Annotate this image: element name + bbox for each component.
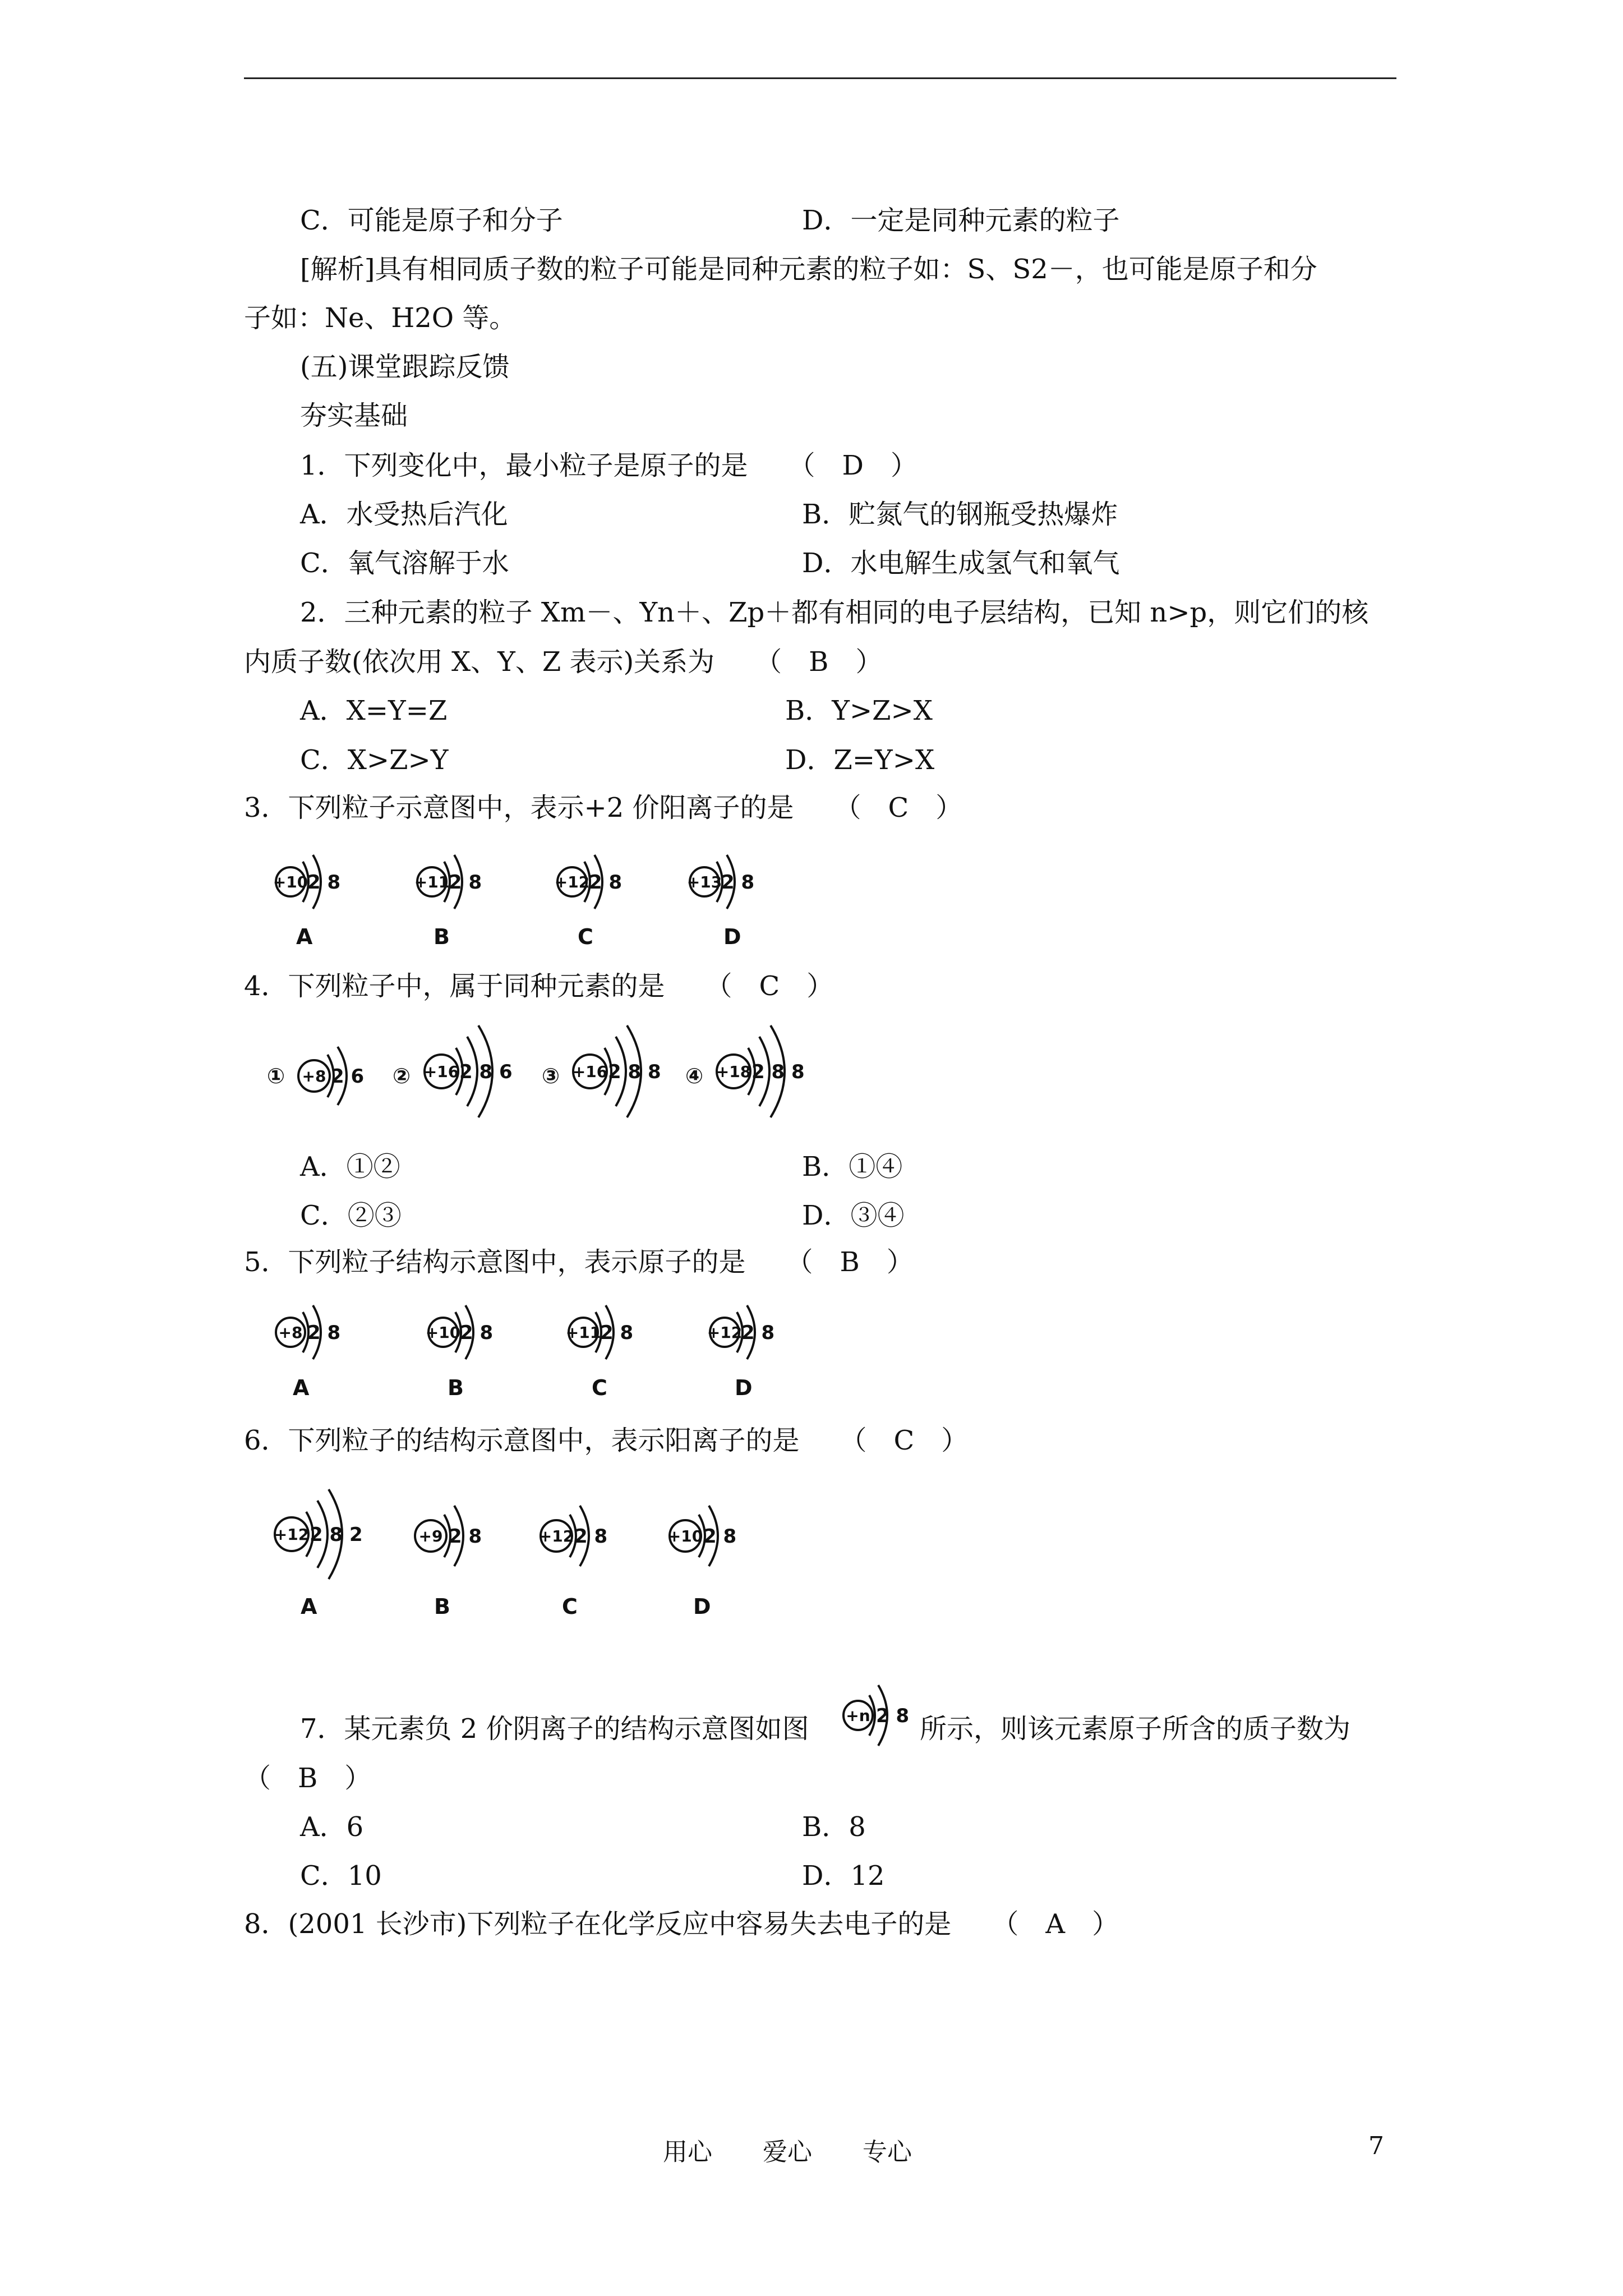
q4-option-a: A．①② [300, 1151, 400, 1182]
q4-option-c: C．②③ [300, 1200, 402, 1231]
q3-c-shells: 2 8 [589, 871, 623, 894]
q6-diagram-a [269, 1481, 393, 1588]
q5-stem: 5．下列粒子结构示意图中，表示原子的是 （ B ） [244, 1246, 914, 1278]
q4-2-nucleus: +16 [423, 1062, 459, 1081]
q3-stem: 3．下列粒子示意图中，表示+2 价阳离子的是 （ C ） [244, 792, 963, 823]
q5-b-shells: 2 8 [460, 1322, 494, 1344]
prev-option-c: C．可能是原子和分子 [300, 205, 563, 236]
q4-diagram-1 [292, 1037, 404, 1115]
q6-diagram-b [413, 1497, 508, 1575]
subsection-title: 夯实基础 [300, 400, 408, 431]
q4-1-nucleus: +8 [302, 1067, 326, 1085]
analysis-line-2: 子如：Ne、H2O 等。 [244, 302, 517, 334]
q4-4-nucleus: +18 [716, 1062, 751, 1081]
q1-option-a: A．水受热后汽化 [300, 499, 508, 530]
q7-shells: 2 8 [876, 1705, 910, 1727]
q5-label-a: A [293, 1375, 310, 1400]
q5-diagram-c [566, 1299, 656, 1366]
footer-motto-3: 专心 [863, 2138, 912, 2166]
q2-option-d: D．Z=Y>X [785, 744, 935, 776]
prev-option-d: D．一定是同种元素的粒子 [802, 205, 1120, 236]
q3-label-b: B [434, 924, 450, 949]
q5-d-nucleus: +12 [707, 1323, 743, 1342]
q4-prefix-1: ① [267, 1064, 285, 1088]
q3-d-nucleus: +13 [686, 873, 722, 891]
q1-option-d: D．水电解生成氢气和氧气 [802, 547, 1120, 579]
q6-diagram-c [538, 1497, 634, 1575]
q2-option-a: A．X=Y=Z [300, 695, 448, 726]
q4-2-shells: 2 8 6 [459, 1061, 513, 1083]
q3-label-a: A [296, 924, 313, 949]
analysis-line-1: [解析]具有相同质子数的粒子可能是同种元素的粒子如：S、S2－，也可能是原子和分 [300, 254, 1317, 285]
q3-diagram-d [688, 848, 777, 915]
q5-b-nucleus: +10 [425, 1323, 461, 1342]
q7-stem-after: 所示，则该元素原子所含的质子数为 [920, 1713, 1351, 1745]
q5-c-nucleus: +11 [565, 1323, 601, 1342]
q4-prefix-3: ③ [542, 1064, 560, 1088]
q5-label-d: D [735, 1375, 753, 1400]
q7-answer: （ B ） [244, 1763, 372, 1794]
q3-diagram-c [555, 848, 645, 915]
q3-b-shells: 2 8 [449, 871, 482, 894]
q5-c-shells: 2 8 [600, 1322, 634, 1344]
q6-stem: 6．下列粒子的结构示意图中，表示阳离子的是 （ C ） [244, 1425, 969, 1456]
q4-3-shells: 2 8 8 [608, 1061, 661, 1083]
q4-option-d: D．③④ [802, 1200, 905, 1231]
q6-b-shells: 2 8 [449, 1525, 482, 1548]
q2-stem-line-1: 2．三种元素的粒子 Xm－、Yn＋、Zp＋都有相同的电子层结构，已知 n>p，则它们的核 [300, 597, 1369, 628]
q5-label-b: B [448, 1375, 464, 1400]
q3-diagram-a [274, 848, 363, 915]
footer-motto-1: 用心 [663, 2138, 712, 2166]
q1-option-b: B．贮氮气的钢瓶受热爆炸 [802, 499, 1118, 530]
q6-d-nucleus: +10 [667, 1527, 703, 1545]
q4-3-nucleus: +16 [572, 1062, 608, 1081]
q3-label-c: C [578, 924, 593, 949]
q3-a-nucleus: +10 [273, 873, 308, 891]
q3-a-shells: 2 8 [307, 871, 341, 894]
q7-option-d: D．12 [802, 1860, 885, 1892]
q6-label-c: C [562, 1594, 578, 1619]
q1-stem: 1．下列变化中，最小粒子是原子的是 （ D ） [300, 450, 918, 481]
q4-diagram-2 [418, 1015, 552, 1128]
q7-stem-before: 7．某元素负 2 价阴离子的结构示意图如图 [300, 1713, 809, 1745]
page-number: 7 [1368, 2132, 1384, 2160]
header-rule [244, 77, 1396, 79]
q6-label-a: A [301, 1594, 317, 1619]
q2-stem-line-2: 内质子数(依次用 X、Y、Z 表示)关系为 （ B ） [244, 646, 883, 678]
q5-diagram-d [708, 1299, 797, 1366]
q3-d-shells: 2 8 [721, 871, 755, 894]
q4-4-shells: 2 8 8 [751, 1061, 805, 1083]
q8-stem: 8．(2001 长沙市)下列粒子在化学反应中容易失去电子的是 （ A ） [244, 1908, 1119, 1940]
q5-a-nucleus: +8 [278, 1323, 303, 1342]
q6-label-d: D [693, 1594, 711, 1619]
q2-option-c: C．X>Z>Y [300, 744, 449, 776]
q6-c-shells: 2 8 [574, 1525, 608, 1548]
q7-nucleus: +n [846, 1706, 870, 1725]
q3-c-nucleus: +12 [554, 873, 590, 891]
q6-a-nucleus: +12 [274, 1525, 310, 1544]
q4-prefix-2: ② [393, 1064, 411, 1088]
q4-stem: 4．下列粒子中，属于同种元素的是 （ C ） [244, 970, 834, 1002]
q5-diagram-a [274, 1299, 363, 1366]
q3-b-nucleus: +11 [414, 873, 450, 891]
footer-motto-2: 爱心 [763, 2138, 812, 2166]
q4-option-b: B．①④ [802, 1151, 903, 1182]
q5-d-shells: 2 8 [741, 1322, 775, 1344]
q5-diagram-b [426, 1299, 516, 1366]
q7-option-a: A．6 [300, 1811, 364, 1843]
q6-label-b: B [434, 1594, 450, 1619]
q1-option-c: C．氧气溶解于水 [300, 547, 509, 579]
q6-d-shells: 2 8 [703, 1525, 737, 1548]
q6-a-shells: 2 8 2 [310, 1524, 363, 1546]
q7-option-c: C．10 [300, 1860, 382, 1892]
q5-a-shells: 2 8 [307, 1322, 341, 1344]
q6-b-nucleus: +9 [418, 1527, 443, 1545]
q4-1-shells: 2 6 [331, 1065, 365, 1088]
q6-c-nucleus: +12 [538, 1527, 574, 1545]
q7-option-b: B．8 [802, 1811, 866, 1843]
q4-diagram-4 [710, 1015, 845, 1128]
q3-label-d: D [723, 924, 741, 949]
q4-diagram-3 [566, 1015, 704, 1128]
q5-label-c: C [592, 1375, 607, 1400]
q7-diagram [841, 1676, 925, 1760]
q6-diagram-d [667, 1497, 763, 1575]
q4-prefix-4: ④ [685, 1064, 704, 1088]
q3-diagram-b [415, 848, 505, 915]
q2-option-b: B．Y>Z>X [785, 695, 933, 726]
section-title: (五)课堂跟踪反馈 [300, 351, 510, 383]
